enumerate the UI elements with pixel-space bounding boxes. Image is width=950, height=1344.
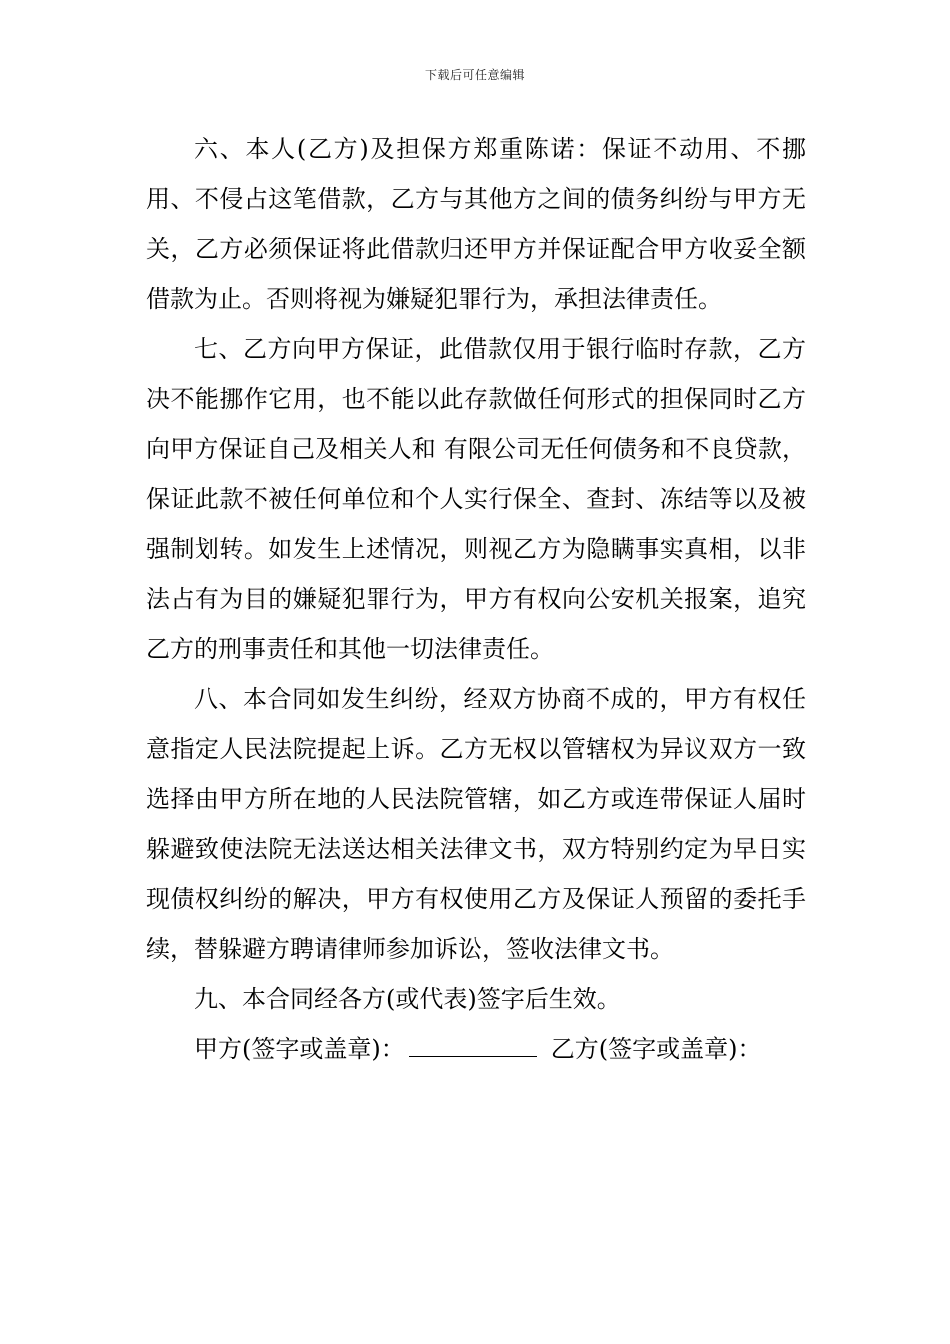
clause-six: 六、本人(乙方)及担保方郑重陈诺：保证不动用、不挪用、不侵占这笔借款，乙方与其他方之间的债务纠纷与甲方无关，乙方必须保证将此借款归还甲方并保证配合甲方收妥全额借款为止。否则将视为嫌疑犯罪行为，承担法律责任。 (146, 135, 806, 313)
page-header: 下载后可任意编辑 (424, 68, 525, 82)
clause-nine: 九、本合同经各方(或代表)签字后生效。 (194, 985, 621, 1013)
party-a-signature-label: 甲方(签字或盖章)： (194, 1035, 405, 1063)
clause-seven: 七、乙方向甲方保证，此借款仅用于银行临时存款，乙方决不能挪作它用，也不能以此存款做任何形式的担保同时乙方向甲方保证自己及相关人和 有限公司无任何债务和不良贷款，保证此款不被任何单位和个人实行保全、查封、冻结等以及被强制划转。如发生上述情况，则视乙方为隐瞒事实真相，以非法占有为目的嫌疑犯罪行为，甲方有权向公安机关报案，追究乙方的刑事责任和其他一切法律责任。 (146, 335, 806, 663)
signature-line (146, 1024, 806, 1074)
party-b-signature-label: 乙方(签字或盖章)： (550, 1035, 762, 1063)
party-a-signature-blank (409, 1034, 537, 1057)
clause-eight: 八、本合同如发生纠纷，经双方协商不成的，甲方有权任意指定人民法院提起上诉。乙方无权以管辖权为异议双方一致选择由甲方所在地的人民法院管辖，如乙方或连带保证人届时躲避致使法院无法送达相关法律文书，双方特别约定为早日实现债权纠纷的解决，甲方有权使用乙方及保证人预留的委托手续，替躲避方聘请律师参加诉讼，签收法律文书。 (146, 685, 806, 963)
contract-body (146, 124, 806, 1074)
